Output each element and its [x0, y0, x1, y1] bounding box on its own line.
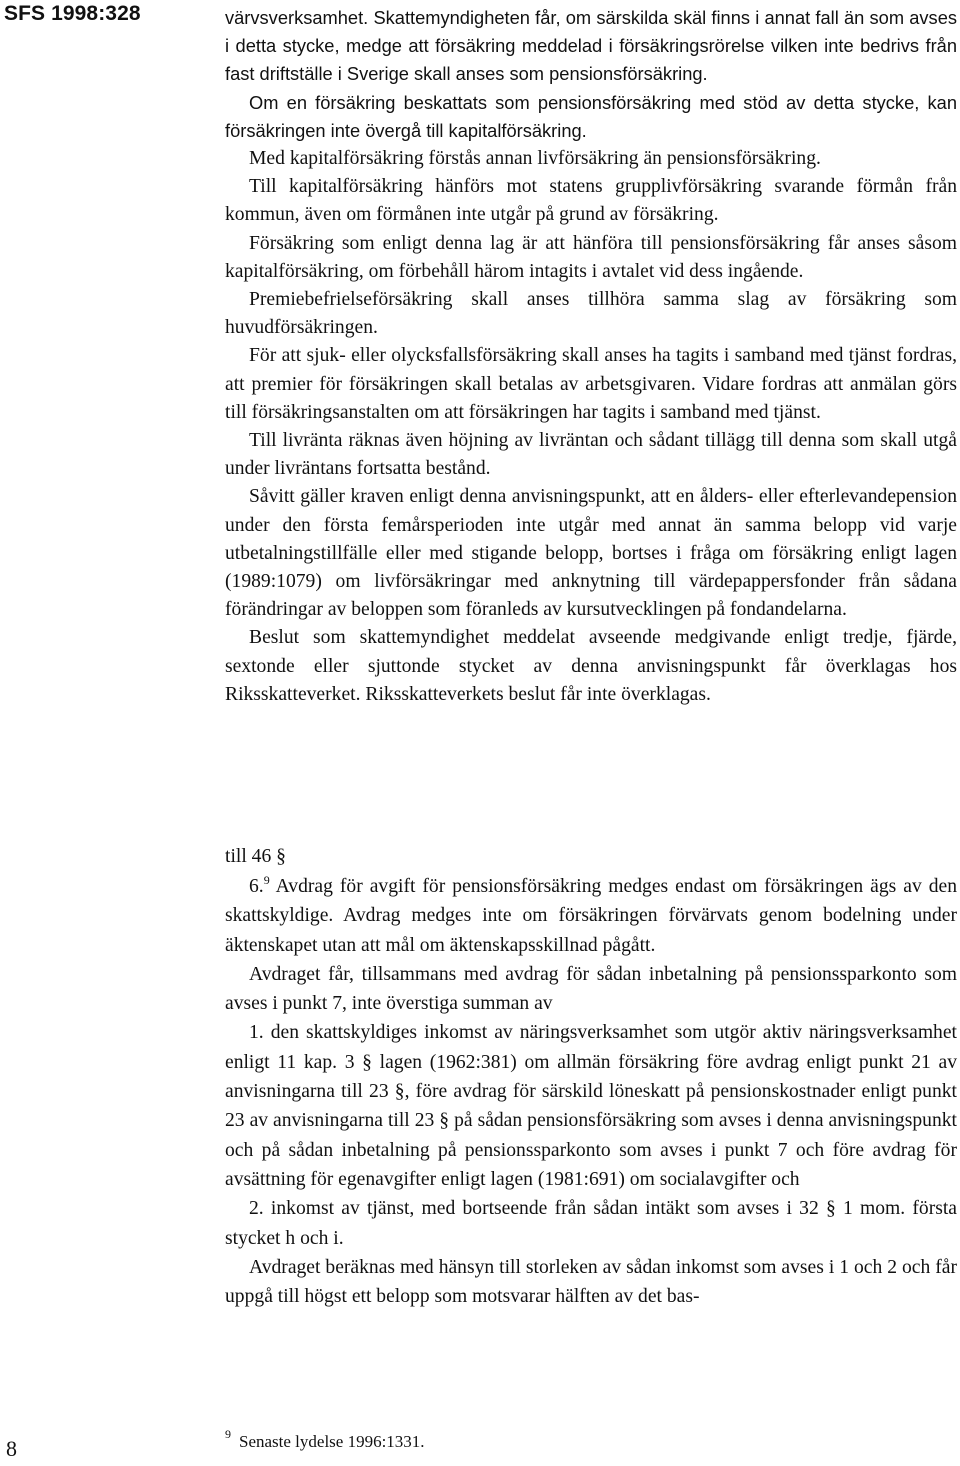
section-paragraph-1-text: Avdrag för avgift för pensionsförsäkring medges endast om försäkringen ägs av den skattskyldige. Avdrag medges inte om försäkringen förvärvats genom bodelning under äktenskapet utan att mål om äktenskapsskillnad pågått.: [225, 876, 958, 956]
paragraph-7: För att sjuk- eller olycksfallsförsäkring skall anses ha tagits i samband med tjänst fordras, att premier för försäkringen skall betalas av arbetsgivaren. Vidare fordras att anmälan görs till försäkringsanstalten om att försäkringen har tagits i samband med tjänst.: [225, 345, 957, 423]
section-paragraph-3: 1. den skattskyldiges inkomst av näringsverksamhet som utgör aktiv näringsverksamhet enligt 11 kap. 3 § lagen (1962:381) om allmän försäkring före avdrag enligt punkt 21 av anvisningarna till 23 §, före avdrag för särskild löneskatt på pensionskostnader enligt punkt 23 av anvisningarna till 23 § på sådan pensionsförsäkring som avses i denna anvisningspunkt och på sådan inbetalning på pensionssparkonto som avses i punkt 7 och före avdrag för avsättning för egenavgifter enligt lagen (1981:691) om socialavgifter och: [225, 1022, 957, 1190]
section-paragraph-2: Avdraget får, tillsammans med avdrag för sådan inbetalning på pensionssparkonto som avses i punkt 7, inte överstiga summan av: [225, 963, 957, 1015]
section-paragraph-5: Avdraget beräknas med hänsyn till storleken av sådan inkomst som avses i 1 och 2 och får uppgå till högst ett belopp som motsvarar hälften av det bas-: [225, 1256, 957, 1308]
paragraph-8: Till livränta räknas även höjning av livräntan och sådant tillägg till denna som skall utgå under livräntans fortsatta bestånd.: [225, 430, 957, 480]
section-paragraph-1: [225, 872, 957, 960]
section-reference: till 46 §: [225, 846, 286, 867]
main-text: [225, 4, 957, 709]
section-6: [225, 872, 957, 1311]
footnote-number: 9: [225, 1427, 231, 1441]
section-number: 6.: [249, 876, 264, 897]
footnote: [225, 1427, 425, 1454]
paragraph-9: Såvitt gäller kraven enligt denna anvisningspunkt, att en ålders- eller efterlevandepension under den första femårsperioden inte utgår med annat än samma belopp vid varje utbetalningstillfälle eller med stigande belopp, bortses i fråga om försäkring enligt lagen (1989:1079) om livförsäkringar med anknytning till värdepappersfonder från sådana förändringar av beloppen som föranleds av kursutvecklingen på fondandelarna.: [225, 486, 957, 621]
paragraph-3: Med kapitalförsäkring förstås annan livförsäkring än pensionsförsäkring.: [249, 148, 821, 170]
paragraph-5: Försäkring som enligt denna lag är att hänföra till pensionsförsäkring får anses såsom kapitalförsäkring, om förbehåll härom intagits i avtalet vid dess ingående.: [225, 232, 957, 282]
footnote-marker: 9: [263, 873, 270, 887]
paragraph-1: värvsverksamhet. Skattemyndigheten får, om särskilda skäl finns i annat fall än som avses i detta stycke, medge att försäkring meddelad i försäkringsrörelse vilken inte bedrivs från fast driftställe i Sverige skall anses som pensionsförsäkring.: [225, 7, 957, 85]
paragraph-6: Premiebefrielseförsäkring skall anses tillhöra samma slag av försäkring som huvudförsäkringen.: [225, 289, 957, 339]
sfs-number: SFS 1998:328: [4, 2, 141, 25]
section-paragraph-4: 2. inkomst av tjänst, med bortseende från sådan intäkt som avses i 32 § 1 mom. första stycket h och i.: [225, 1198, 957, 1249]
page-number: 8: [6, 1436, 17, 1461]
paragraph-10: Beslut som skattemyndighet meddelat avseende medgivande enligt tredje, fjärde, sextonde eller sjuttonde stycket av denna anvisningspunkt får överklagas hos Riksskatteverket. Riksskatteverkets beslut får inte överklagas.: [225, 627, 957, 705]
footnote-text: Senaste lydelse 1996:1331.: [239, 1432, 425, 1451]
paragraph-4: Till kapitalförsäkring hänförs mot statens grupplivförsäkring svarande förmån från kommun, även om förmånen inte utgår på grund av försäkring.: [225, 176, 957, 226]
paragraph-2: Om en försäkring beskattats som pensionsförsäkring med stöd av detta stycke, kan försäkringen inte övergå till kapitalförsäkring.: [225, 91, 957, 141]
